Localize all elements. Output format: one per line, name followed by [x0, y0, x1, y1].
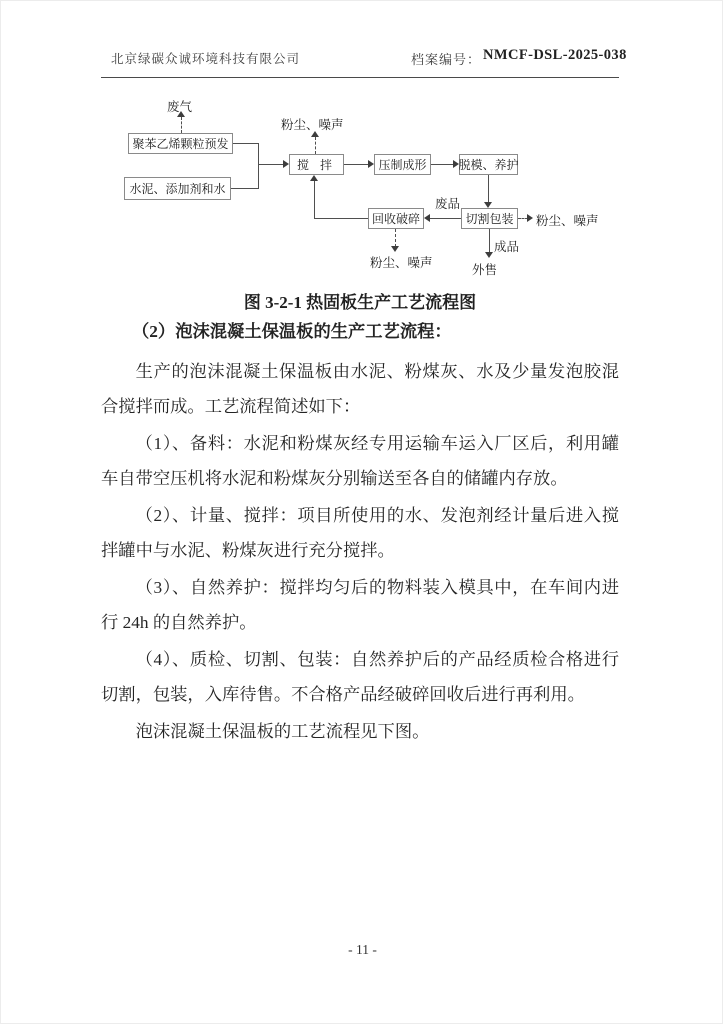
dashed-line-dust-bottom — [395, 229, 396, 247]
archive-number-value: NMCF-DSL-2025-038 — [483, 47, 627, 63]
flow-box-demolding-curing: 脱模、养护 — [459, 154, 518, 175]
flow-line-demold-down — [488, 175, 489, 203]
flow-line-box1-right — [233, 143, 259, 144]
label-dust-noise-top: 粉尘、噪声 — [281, 118, 344, 132]
flow-box-press-forming: 压制成形 — [374, 154, 431, 175]
flow-box-cutting-packaging: 切割包装 — [461, 208, 518, 229]
flow-line-mixing-to-press — [344, 164, 369, 165]
flow-box-mixing: 搅 拌 — [289, 154, 344, 175]
company-name: 北京绿碳众诚环境科技有限公司 — [111, 52, 301, 66]
label-waste-gas: 废气 — [167, 100, 193, 114]
flow-line-box2-right — [231, 188, 259, 189]
flow-line-junction-vertical — [258, 143, 259, 189]
flow-line-recycle-left — [314, 218, 368, 219]
arrow-waste-gas — [177, 111, 185, 117]
arrow-dust-right — [527, 214, 533, 222]
arrow-into-demold — [453, 160, 459, 168]
arrow-into-press — [368, 160, 374, 168]
body-text — [101, 314, 619, 751]
flow-line-press-to-demold — [431, 164, 454, 165]
arrow-to-sold — [485, 252, 493, 258]
flow-box-polystyrene-pre-expansion: 聚苯乙烯颗粒预发 — [128, 133, 233, 154]
process-flow-diagram — [1, 1, 723, 281]
arrow-into-mixing — [283, 160, 289, 168]
flow-line-cutting-to-recycle — [430, 218, 461, 219]
flow-box-cement-additives-water: 水泥、添加剂和水 — [124, 177, 231, 200]
label-dust-noise-bottom: 粉尘、噪声 — [370, 256, 433, 270]
dashed-line-dust-top — [315, 137, 316, 154]
label-waste-product: 废品 — [435, 197, 461, 211]
arrow-dust-bottom — [391, 246, 399, 252]
paragraph: （1）、备料：水泥和粉煤灰经专用运输车运入厂区后，利用罐车自带空压机将水泥和粉煤灰分别输送至各自的储罐内存放。 — [101, 434, 619, 488]
flow-line-recycle-up — [314, 181, 315, 219]
label-finished-product: 成品 — [494, 240, 520, 254]
paragraph: 生产的泡沫混凝土保温板由水泥、粉煤灰、水及少量发泡胶混合搅拌而成。工艺流程简述如下： — [101, 362, 619, 416]
arrow-into-recycle — [424, 214, 430, 222]
paragraph: （3）、自然养护：搅拌均匀后的物料装入模具中，在车间内进行 24h 的自然养护。 — [101, 578, 619, 632]
dashed-line-waste-gas — [181, 117, 182, 133]
flow-box-recycle-crushing: 回收破碎 — [368, 208, 424, 229]
section-heading: （2）泡沫混凝土保温板的生产工艺流程： — [132, 322, 452, 341]
arrow-dust-top — [311, 131, 319, 137]
archive-number-label: 档案编号： — [411, 52, 482, 67]
paragraph: （2）、计量、搅拌：项目所使用的水、发泡剂经计量后进入搅拌罐中与水泥、粉煤灰进行充分搅拌。 — [101, 506, 619, 560]
paragraph: 泡沫混凝土保温板的工艺流程见下图。 — [135, 722, 430, 741]
label-sold-externally: 外售 — [472, 263, 498, 277]
arrow-recycle-into-mixing — [310, 175, 318, 181]
arrow-into-cutting — [484, 202, 492, 208]
label-dust-noise-right: 粉尘、噪声 — [536, 214, 599, 228]
page-number: - 11 - — [348, 942, 377, 957]
figure-caption: 图 3-2-1 热固板生产工艺流程图 — [243, 293, 477, 312]
flow-line-cutting-down — [489, 229, 490, 253]
paragraph: （4）、质检、切割、包装：自然养护后的产品经质检合格进行切割，包装，入库待售。不合格产品经破碎回收后进行再利用。 — [101, 650, 619, 704]
flow-line-into-mixing — [258, 164, 284, 165]
